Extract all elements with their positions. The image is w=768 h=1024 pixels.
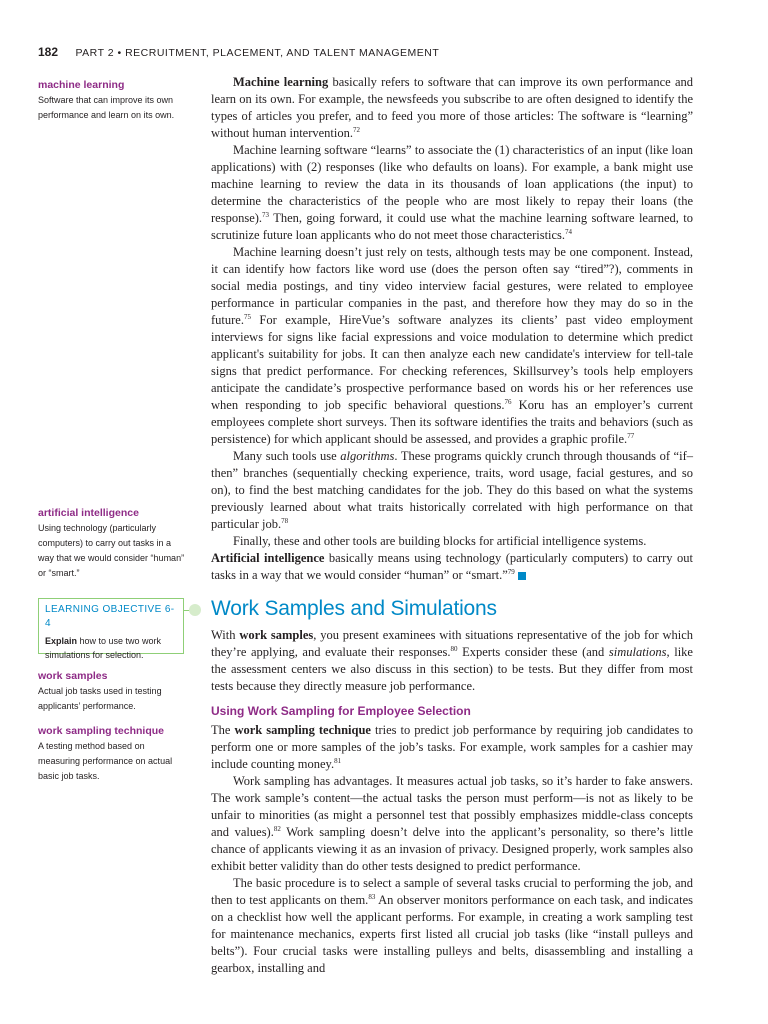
- endnote-ref: 80: [450, 644, 458, 653]
- italic-term: simulations,: [608, 645, 670, 659]
- margin-term-machine-learning: [38, 77, 198, 123]
- paragraph-text: basically means using technology (particularly computers) to carry out tasks in a way that we would consider “human” or “smart.”: [211, 551, 693, 582]
- endnote-ref: 74: [565, 227, 573, 236]
- paragraph-text: tries to predict job performance by requiring job candidates to perform one or more samples of the job’s tasks. For example, work samples for a cashier may include counting money.: [211, 723, 693, 771]
- endnote-ref: 75: [243, 312, 251, 321]
- paragraph-text: An observer monitors performance on each task, and indicates on a checklist how well the applicant performs. For example, in creating a work sampling test for maintenance mechanics, experts first listed all crucial job tasks (like “install pulleys and belts”). Four crucial tasks were installing pulleys and belts, disassembling and installing a gearbox, installing and: [211, 893, 693, 975]
- margin-term-work-sampling-technique: [38, 723, 188, 784]
- paragraph-text: Koru has an employer’s current employees complete short surveys. Then its software identifies the traits and behaviors (such as persistence) for which applicant should be assessed, and provides a graphic profile.: [211, 398, 693, 446]
- margin-term-title: work sampling technique: [38, 725, 165, 737]
- learning-objective-text: [45, 634, 177, 662]
- margin-term-artificial-intelligence: [38, 505, 188, 581]
- italic-term: algorithms: [340, 449, 395, 463]
- subsection-heading: Using Work Sampling for Employee Selection: [211, 704, 471, 718]
- paragraph-text: Many such tools use: [233, 449, 341, 463]
- paragraph-text: Machine learning software “learns” to associate the (1) characteristics of an input (like loan applications) with (2) responses (like who defaults on loans). For example, a bank might use machine learning to review the data in its thousands of loan applications (the input) to determine the characteristics of the people who are most likely to repay their loans (the response).: [211, 143, 693, 225]
- paragraph-text: , you present examinees with situations representative of the job for which they’re applying, and evaluate their responses.: [211, 628, 693, 659]
- paragraph-text: The: [211, 723, 235, 737]
- section-heading: Work Samples and Simulations: [211, 597, 497, 620]
- bold-term: Artificial intelligence: [211, 551, 325, 565]
- endnote-ref: 76: [504, 397, 512, 406]
- paragraph-text: Experts consider these (and: [457, 645, 609, 659]
- paragraph: [211, 627, 693, 695]
- margin-term-definition: Using technology (particularly computers) to carry out tasks in a way that we would consider “human” or “smart.”: [38, 523, 185, 578]
- paragraph: [211, 74, 693, 142]
- page-number: 182: [38, 45, 59, 59]
- learning-objective-label: LEARNING OBJECTIVE 6-4: [45, 604, 175, 629]
- bold-term: Machine learning: [233, 75, 329, 89]
- bold-term: work samples: [239, 628, 314, 642]
- paragraph-text: The basic procedure is to select a sample of several tasks crucial to performing the job, and then to test applicants on them.: [211, 876, 693, 907]
- margin-term-definition: Actual job tasks used in testing applicants’ performance.: [38, 686, 162, 711]
- paragraph: [211, 244, 693, 448]
- margin-term-title: artificial intelligence: [38, 507, 139, 519]
- section-end-square-icon: [518, 572, 526, 580]
- margin-term-definition: Software that can improve its own performance and learn on its own.: [38, 95, 175, 120]
- running-head: [38, 45, 439, 59]
- paragraph: [211, 773, 693, 875]
- learning-objective-description: how to use two work simulations for selection.: [45, 636, 162, 660]
- paragraph-text: like the assessment centers we also discuss in this section) to be tests. But they differ from most tests because they directly measure job performance.: [211, 645, 693, 693]
- endnote-ref: 83: [368, 892, 376, 901]
- paragraph-text: Work sampling has advantages. It measures actual job tasks, so it’s harder to fake answers. The work sample’s content—the actual tasks the person must perform—is not as likely to be unfair to minorities (as might a personnel test that possibly emphasizes middle-class concepts and values).: [211, 774, 693, 839]
- endnote-ref: 82: [273, 824, 281, 833]
- bold-term: work sampling technique: [234, 723, 371, 737]
- margin-term-title: work samples: [38, 670, 108, 682]
- paragraph-text: basically refers to software that can improve its own performance and learn on its own. For example, the newsfeeds you subscribe to are often designed to identify the types of articles you prefer, and to feed you more of those articles: The software is “learning” without human intervention.: [211, 75, 694, 140]
- paragraph-text: Finally, these and other tools are building blocks for artificial intelligence systems.: [233, 534, 647, 548]
- margin-term-definition: A testing method based on measuring performance on actual basic job tasks.: [38, 741, 173, 781]
- margin-term-work-samples: [38, 668, 198, 714]
- paragraph-text: . These programs quickly crunch through thousands of “if–then” branches (sequentially checking experience, traits, word usage, facial gestures, and so on), to find the best matching candidates for the job. They do this based on what the systems previously learned about what traits historically correlated with high performance on that particular job.: [211, 449, 693, 531]
- endnote-ref: 78: [281, 516, 289, 525]
- section-body: [211, 627, 693, 977]
- paragraph: [211, 142, 693, 244]
- learning-objective-dot-icon: [189, 604, 201, 616]
- paragraph: [211, 722, 693, 773]
- learning-objective-box: [38, 598, 184, 660]
- paragraph: [211, 448, 693, 533]
- paragraph-text: Machine learning doesn’t just rely on tests, although tests may be one component. Instead, it can identify how factors like word use (does the person often say “tired”?), comments in social media postings, and tiny video interview facial gestures, were related to employee performance in particular companies in the past, and therefore how they may do so in the future.: [211, 245, 693, 327]
- learning-objective-verb: Explain: [45, 636, 78, 646]
- endnote-ref: 81: [334, 756, 342, 765]
- endnote-ref: 79: [507, 567, 515, 576]
- endnote-ref: 72: [353, 125, 360, 134]
- margin-term-title: machine learning: [38, 79, 125, 91]
- paragraph: [211, 533, 693, 550]
- endnote-ref: 73: [262, 210, 270, 219]
- paragraph-text: Then, going forward, it could use what the machine learning software learned, to scrutinize future loan applicants who do not meet those characteristics.: [211, 211, 693, 242]
- paragraph-text: For example, HireVue’s software analyzes its clients’ past video employment interviews for signs like facial expressions and voice modulation to determine which predict applicant's suitability for jobs. It can then analyze each new candidate's interview for tell-tale signs that predict performance. For checking references, Skillsurvey’s tools help employers anticipate the candidate’s prospective performance based on words his or her references use when responding to job specific behavioral questions.: [211, 313, 693, 412]
- paragraph: [211, 550, 693, 584]
- paragraph: [211, 875, 693, 977]
- body-text: [211, 74, 693, 584]
- paragraph-text: With: [211, 628, 240, 642]
- endnote-ref: 77: [627, 431, 635, 440]
- running-head-title: PART 2 • RECRUITMENT, PLACEMENT, AND TALENT MANAGEMENT: [75, 47, 440, 59]
- paragraph-text: Work sampling doesn’t delve into the applicant’s personality, so there’s little chance of applicants viewing it as an invasion of privacy. Designed properly, work samples also exhibit better validity than do other tests designed to predict performance.: [211, 825, 693, 873]
